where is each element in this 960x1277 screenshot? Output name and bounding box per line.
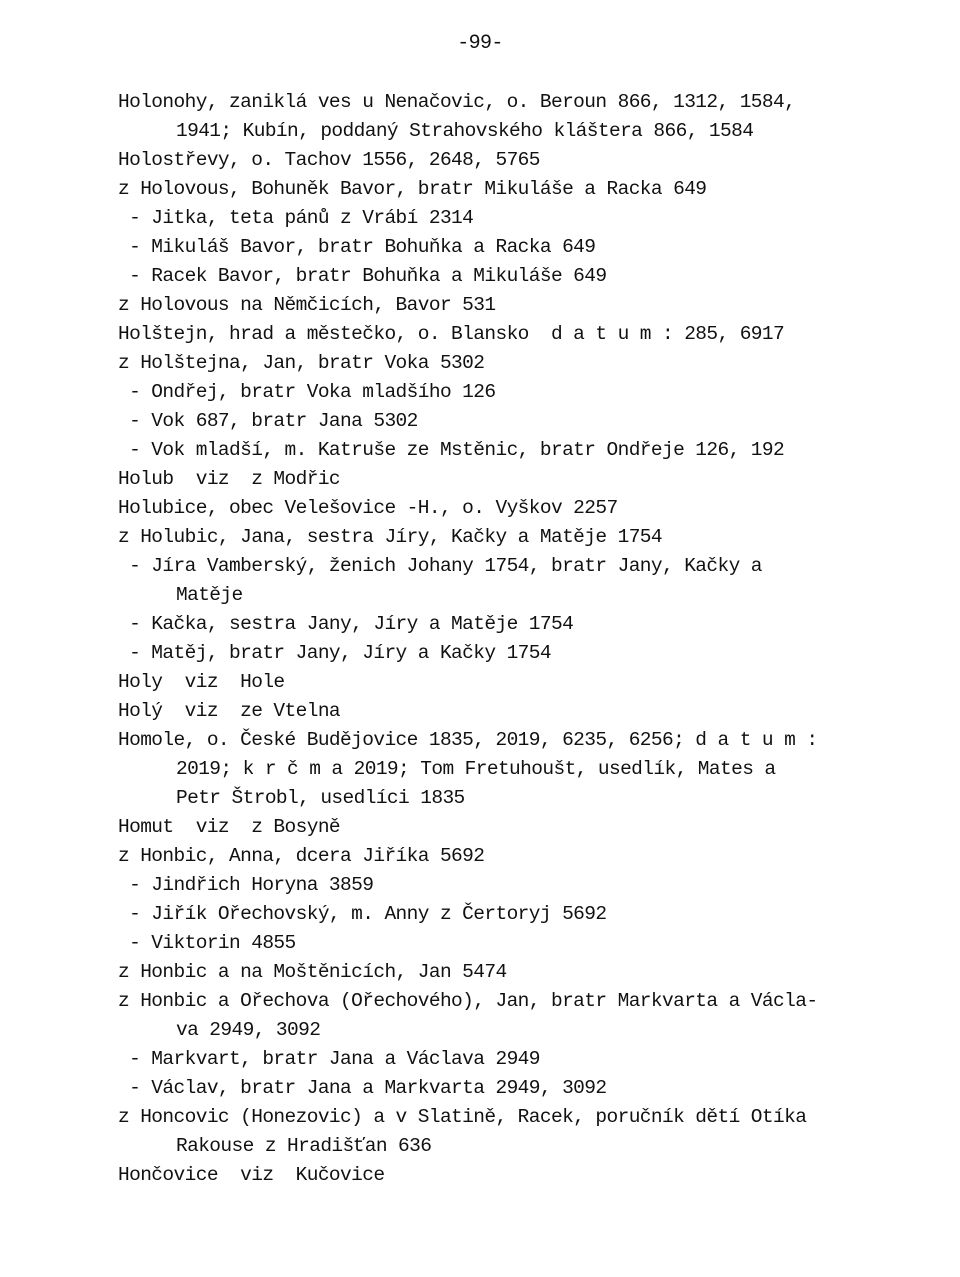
index-entry-continuation: Matěje (176, 584, 243, 606)
index-entry-continuation: 2019; k r č m a 2019; Tom Fretuhoušt, usedlík, Mates a (176, 758, 776, 780)
index-entry-line: Holonohy, zaniklá ves u Nenačovic, o. Beroun 866, 1312, 1584, (118, 91, 796, 113)
index-entry-continuation: 1941; Kubín, poddaný Strahovského kláštera 866, 1584 (176, 120, 754, 142)
index-entry-line: - Racek Bavor, bratr Bohuňka a Mikuláše 649 (118, 265, 607, 287)
index-entry-line: z Honbic a na Moštěnicích, Jan 5474 (118, 961, 507, 983)
index-entry-line: z Holovous, Bohuněk Bavor, bratr Mikuláše a Racka 649 (118, 178, 707, 200)
index-entry-line: - Mikuláš Bavor, bratr Bohuňka a Racka 649 (118, 236, 596, 258)
index-entry-line: - Matěj, bratr Jany, Jíry a Kačky 1754 (118, 642, 551, 664)
index-entry-line: - Vok 687, bratr Jana 5302 (118, 410, 418, 432)
index-entry-line: Holy viz Hole (118, 671, 285, 693)
index-entry-continuation: Petr Štrobl, usedlíci 1835 (176, 787, 465, 809)
index-entry-line: Holštejn, hrad a městečko, o. Blansko d a t u m : 285, 6917 (118, 323, 785, 345)
index-entry-line: - Ondřej, bratr Voka mladšího 126 (118, 381, 496, 403)
index-entry-line: - Jiřík Ořechovský, m. Anny z Čertoryj 5692 (118, 903, 607, 925)
index-entry-line: Holubice, obec Velešovice -H., o. Vyškov 2257 (118, 497, 618, 519)
index-entry-line: - Jindřich Horyna 3859 (118, 874, 374, 896)
index-entry-line: Holub viz z Modřic (118, 468, 341, 490)
index-entry-line: Holý viz ze Vtelna (118, 700, 341, 722)
index-entry-line: - Markvart, bratr Jana a Václava 2949 (118, 1048, 540, 1070)
index-entry-line: Homole, o. České Budějovice 1835, 2019, 6235, 6256; d a t u m : (118, 729, 818, 751)
index-entry-continuation: va 2949, 3092 (176, 1019, 321, 1041)
index-entry-line: - Jíra Vamberský, ženich Johany 1754, bratr Jany, Kačky a (118, 555, 762, 577)
index-entry-line: z Holštejna, Jan, bratr Voka 5302 (118, 352, 485, 374)
index-entry-line: z Holubic, Jana, sestra Jíry, Kačky a Matěje 1754 (118, 526, 662, 548)
index-entry-line: z Honbic, Anna, dcera Jiříka 5692 (118, 845, 485, 867)
index-entry-continuation: Rakouse z Hradišťan 636 (176, 1135, 432, 1157)
index-entry-line: - Kačka, sestra Jany, Jíry a Matěje 1754 (118, 613, 574, 635)
index-entry-line: - Václav, bratr Jana a Markvarta 2949, 3092 (118, 1077, 607, 1099)
page-number: -99- (457, 32, 503, 55)
index-entry-line: - Jitka, teta pánů z Vrábí 2314 (118, 207, 474, 229)
index-entry-line: z Holovous na Němčicích, Bavor 531 (118, 294, 496, 316)
index-entry-line: z Honbic a Ořechova (Ořechového), Jan, bratr Markvarta a Václa- (118, 990, 818, 1012)
index-entry-line: - Viktorin 4855 (118, 932, 296, 954)
index-entry-line: z Honcovic (Honezovic) a v Slatině, Racek, poručník dětí Otíka (118, 1106, 807, 1128)
index-entries (118, 88, 918, 1190)
index-entry-line: Homut viz z Bosyně (118, 816, 341, 838)
index-entry-line: Hončovice viz Kučovice (118, 1164, 385, 1186)
index-entry-line: Holostřevy, o. Tachov 1556, 2648, 5765 (118, 149, 540, 171)
index-entry-line: - Vok mladší, m. Katruše ze Mstěnic, bratr Ondřeje 126, 192 (118, 439, 785, 461)
